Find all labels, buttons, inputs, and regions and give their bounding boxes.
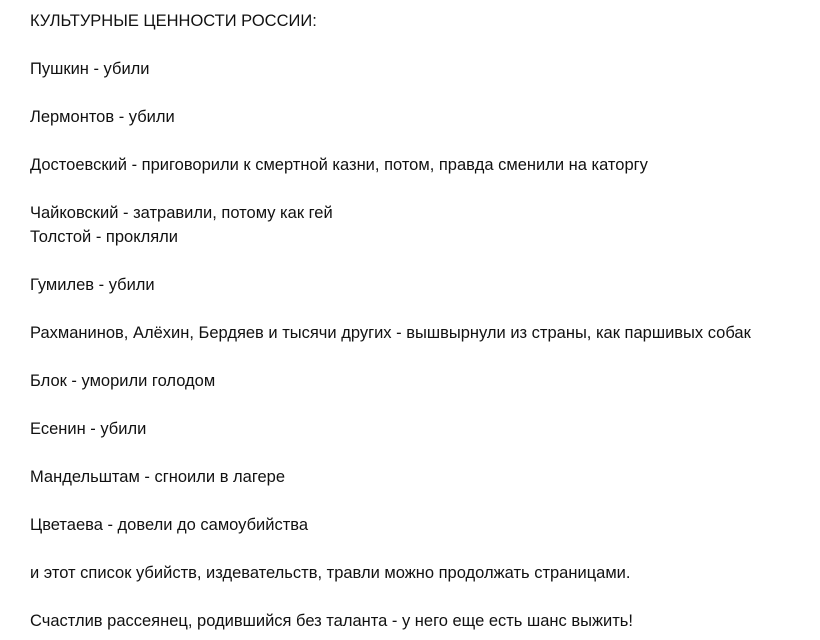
blank-line bbox=[30, 81, 810, 105]
blank-line bbox=[30, 537, 810, 561]
text-line: Есенин - убили bbox=[30, 420, 147, 438]
blank-line bbox=[30, 393, 810, 417]
text-line: Достоевский - приговорили к смертной казни, потом, правда сменили на каторгу bbox=[30, 156, 648, 174]
text-line: Пушкин - убили bbox=[30, 60, 150, 78]
text-line: Мандельштам - сгноили в лагере bbox=[30, 468, 286, 486]
blank-line bbox=[30, 345, 810, 369]
text-line: и этот список убийств, издевательств, травли можно продолжать страницами. bbox=[30, 564, 631, 582]
blank-line bbox=[30, 585, 810, 609]
blank-line bbox=[30, 249, 810, 273]
blank-line bbox=[30, 441, 810, 465]
text-line: Блок - уморили голодом bbox=[30, 372, 216, 390]
text-line: Чайковский - затравили, потому как гей bbox=[30, 204, 333, 222]
document-heading: КУЛЬТУРНЫЕ ЦЕННОСТИ РОССИИ: bbox=[30, 12, 317, 30]
text-line: Рахманинов, Алёхин, Бердяев и тысячи других - вышвырнули из страны, как паршивых собак bbox=[30, 324, 751, 342]
text-line: Гумилев - убили bbox=[30, 276, 155, 294]
blank-line bbox=[30, 33, 810, 57]
blank-line bbox=[30, 489, 810, 513]
blank-line bbox=[30, 177, 810, 201]
text-line: Счастлив рассеянец, родившийся без таланта - у него еще есть шанс выжить! bbox=[30, 612, 633, 630]
text-line: Цветаева - довели до самоубийства bbox=[30, 516, 309, 534]
blank-line bbox=[30, 129, 810, 153]
document-body bbox=[30, 9, 810, 633]
text-line: Лермонтов - убили bbox=[30, 108, 175, 126]
blank-line bbox=[30, 297, 810, 321]
text-line: Толстой - прокляли bbox=[30, 228, 179, 246]
